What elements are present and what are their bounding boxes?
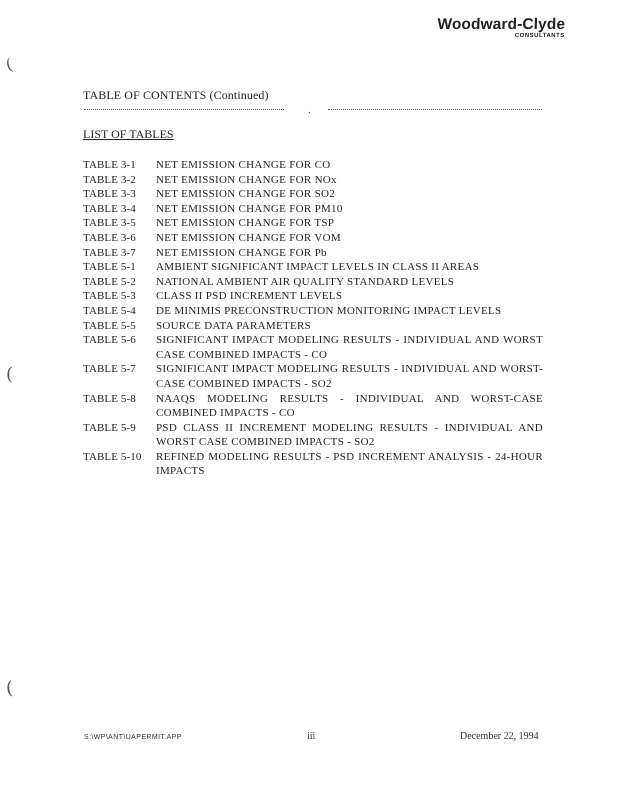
table-number: TABLE 3-6 [83,231,136,244]
table-list-item [83,260,543,275]
table-title: NET EMISSION CHANGE FOR SO2 [156,188,336,201]
table-title: NET EMISSION CHANGE FOR Pb [156,246,327,259]
table-list-item [83,275,543,290]
table-title: DE MINIMIS PRECONSTRUCTION MONITORING IMPACT LEVELS [156,304,502,317]
table-number: TABLE 3-4 [83,202,136,215]
logo-subtext: CONSULTANTS [514,33,565,39]
table-number: TABLE 3-3 [83,188,136,201]
binder-hole-mark-bottom: ( [5,677,14,700]
table-list-item [83,319,543,334]
table-list-item [83,202,543,217]
footer-file-path: S:\WP\ANT\UAPERMIT.APP [84,734,182,741]
table-title: NATIONAL AMBIENT AIR QUALITY STANDARD LEVELS [156,275,455,288]
table-list-item [83,421,543,450]
table-number: TABLE 5-5 [83,319,136,332]
logo-text: Woodward-Clyde [437,16,566,33]
table-number: TABLE 5-9 [83,421,136,434]
table-number: TABLE 5-8 [83,392,136,405]
table-title: NET EMISSION CHANGE FOR TSP [156,217,335,230]
table-number: TABLE 3-5 [83,217,136,230]
rule-dot: . [308,104,311,116]
table-number: TABLE 3-7 [83,246,136,259]
table-number: TABLE 5-2 [83,275,136,288]
table-title: REFINED MODELING RESULTS - PSD INCREMENT ANALYSIS - 24-HOUR IMPACTS [156,450,543,478]
table-list-item [83,246,543,261]
table-list-item [83,216,543,231]
table-title: SOURCE DATA PARAMETERS [156,319,312,332]
table-number: TABLE 5-4 [83,304,136,317]
table-list-item [83,333,543,362]
dotted-rule-right [328,109,542,110]
footer-date: December 22, 1994 [460,731,539,742]
list-of-tables-heading: LIST OF TABLES [83,127,174,141]
dotted-rule-left [84,109,284,110]
table-title: AMBIENT SIGNIFICANT IMPACT LEVELS IN CLASS II AREAS [156,261,480,274]
table-list [83,158,543,479]
table-list-item [83,187,543,202]
table-number: TABLE 5-1 [83,261,136,274]
table-number: TABLE 5-6 [83,334,136,347]
table-title: CLASS II PSD INCREMENT LEVELS [156,290,343,303]
table-title: NAAQS MODELING RESULTS - INDIVIDUAL AND WORST-CASE COMBINED IMPACTS - CO [156,392,543,420]
table-list-item [83,231,543,246]
table-title: SIGNIFICANT IMPACT MODELING RESULTS - INDIVIDUAL AND WORST-CASE COMBINED IMPACTS - SO2 [156,363,543,390]
table-title: NET EMISSION CHANGE FOR PM10 [156,202,343,215]
table-list-item [83,362,543,391]
table-title: NET EMISSION CHANGE FOR CO [156,159,331,171]
page-number: iii [307,731,316,742]
company-logo [415,16,566,39]
contents-heading: TABLE OF CONTENTS (Continued) [83,88,269,102]
table-list-item [83,158,543,173]
table-title: NET EMISSION CHANGE FOR VOM [156,231,341,244]
binder-hole-mark-top: ( [3,54,15,75]
table-list-item [83,450,543,479]
table-number: TABLE 5-10 [83,450,142,463]
table-list-item [83,173,543,188]
table-list-item [83,289,543,304]
table-number: TABLE 3-1 [83,159,136,171]
table-list-item [83,392,543,421]
table-number: TABLE 5-7 [83,363,136,376]
table-number: TABLE 3-2 [83,173,136,186]
table-list-item [83,304,543,319]
table-number: TABLE 5-3 [83,290,136,303]
binder-hole-mark-middle: ( [6,364,14,385]
table-title: SIGNIFICANT IMPACT MODELING RESULTS - INDIVIDUAL AND WORST CASE COMBINED IMPACTS - CO [156,334,543,361]
table-title: NET EMISSION CHANGE FOR NOx [156,173,337,186]
table-title: PSD CLASS II INCREMENT MODELING RESULTS - INDIVIDUAL AND WORST CASE COMBINED IMPACTS - SO2 [156,421,543,449]
